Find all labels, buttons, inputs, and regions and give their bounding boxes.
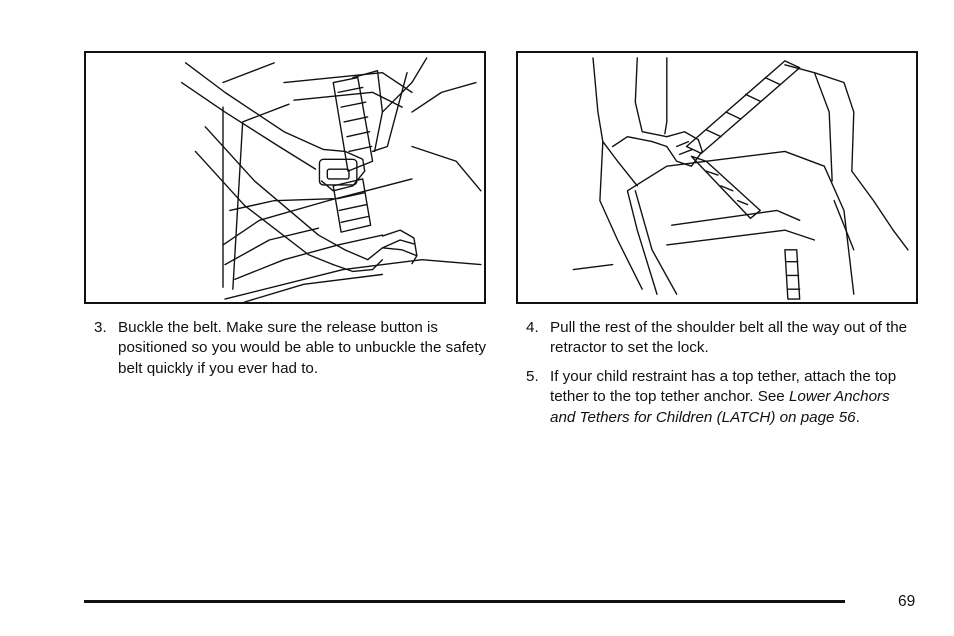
shoulder-belt-illustration (516, 51, 918, 304)
step-3 (92, 318, 492, 379)
step-number: 3. (94, 319, 107, 336)
step-text: Buckle the belt. Make sure the release button is positioned so you would be able to unbuckle the safety belt quickly if you ever had to. (118, 319, 487, 377)
right-text-column (524, 318, 914, 436)
buckle-belt-drawing (86, 53, 484, 302)
step-text-end: . (855, 408, 860, 426)
shoulder-belt-drawing (518, 53, 916, 302)
buckle-belt-illustration (84, 51, 486, 304)
latch-cross-reference[interactable]: Lower Anchors and Tethers for Children (LATCH) on page 56 (550, 388, 890, 426)
step-text: If your child restraint has a top tether, attach the top tether to the top tether anchor. See (550, 367, 897, 406)
step-5 (524, 367, 914, 428)
step-number: 4. (526, 319, 539, 336)
step-text: Pull the rest of the shoulder belt all the way out of the retractor to set the lock. (550, 319, 908, 357)
step-number: 5. (526, 367, 539, 385)
page-number: 69 (898, 593, 916, 610)
left-text-column (92, 318, 492, 387)
footer-rule (84, 600, 845, 603)
step-4 (524, 318, 914, 359)
